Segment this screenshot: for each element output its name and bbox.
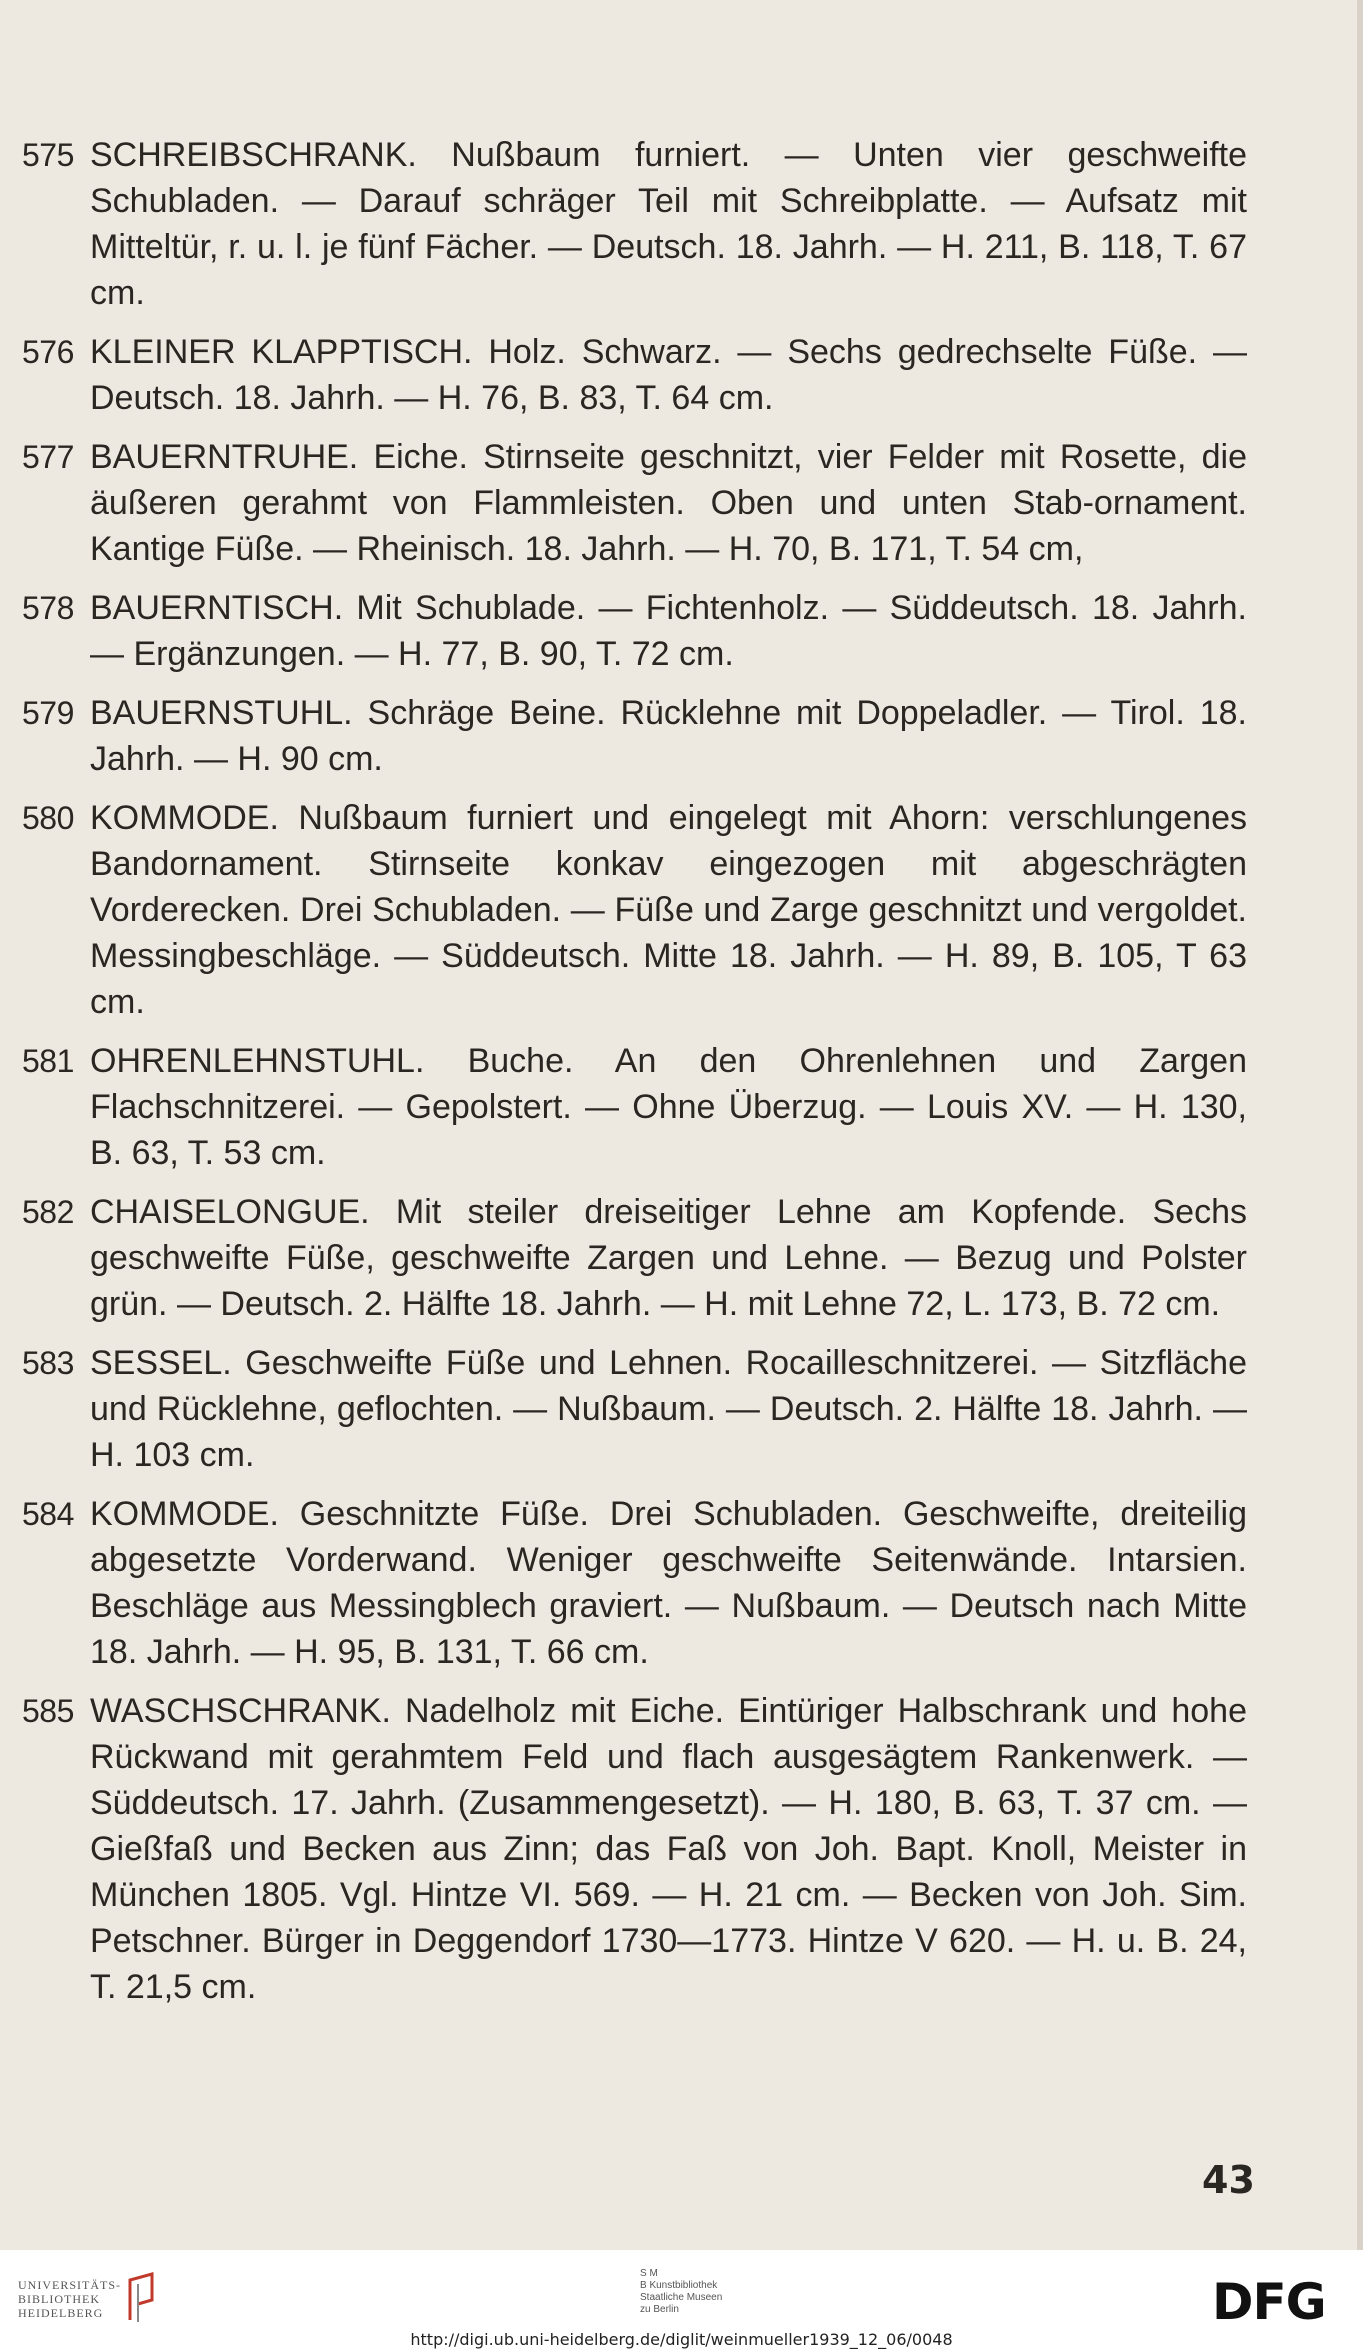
entry-text: BAUERNTRUHE. Eiche. Stirnseite geschnitzt, vier Felder mit Rosette, die äußeren gerahmt von Flammleisten. Oben und unten Stab-ornament. Kantige Füße. — Rheinisch. 18. Jahrh. — H. 70, B. 171, T. 54 cm,	[90, 438, 1247, 568]
catalog-entries	[22, 132, 1247, 2023]
catalog-entry	[22, 585, 1247, 677]
university-line: UNIVERSITÄTS-	[18, 2278, 121, 2292]
dfg-logo: DFG	[1212, 2273, 1326, 2331]
entry-text: KLEINER KLAPPTISCH. Holz. Schwarz. — Sechs gedrechselte Füße. — Deutsch. 18. Jahrh. — H. 76, B. 83, T. 64 cm.	[90, 333, 1247, 417]
entry-text: BAUERNTISCH. Mit Schublade. — Fichtenholz. — Süddeutsch. 18. Jahrh. — Ergänzungen. — H. 77, B. 90, T. 72 cm.	[90, 589, 1247, 673]
smb-line: zu Berlin	[640, 2304, 679, 2315]
university-logo-icon	[124, 2270, 164, 2326]
smb-line: B Kunstbibliothek	[640, 2280, 718, 2291]
page-number: 43	[1202, 2158, 1255, 2202]
entry-number: 577	[22, 439, 74, 475]
catalog-entry	[22, 1189, 1247, 1327]
entry-text: SESSEL. Geschweifte Füße und Lehnen. Rocailleschnitzerei. — Sitzfläche und Rücklehne, geflochten. — Nußbaum. — Deutsch. 2. Hälfte 18. Jahrh. — H. 103 cm.	[90, 1344, 1247, 1474]
entry-number: 576	[22, 334, 74, 370]
entry-number: 581	[22, 1043, 74, 1079]
catalog-entry	[22, 132, 1247, 316]
entry-number: 575	[22, 137, 74, 173]
entry-number: 582	[22, 1194, 74, 1230]
entry-text: OHRENLEHNSTUHL. Buche. An den Ohrenlehnen und Zargen Flachschnitzerei. — Gepolstert. — Ohne Überzug. — Louis XV. — H. 130, B. 63, T. 53 cm.	[90, 1042, 1247, 1172]
university-line: HEIDELBERG	[18, 2306, 104, 2320]
entry-text: KOMMODE. Geschnitzte Füße. Drei Schubladen. Geschweifte, dreiteilig abgesetzte Vorderwand. Weniger geschweifte Seitenwände. Intarsien. Beschläge aus Messingblech graviert. — Nußbaum. — Deutsch nach Mitte 18. Jahrh. — H. 95, B. 131, T. 66 cm.	[90, 1495, 1247, 1671]
catalog-entry	[22, 1038, 1247, 1176]
catalog-entry	[22, 329, 1247, 421]
entry-number: 580	[22, 800, 74, 836]
smb-line: Staatliche Museen	[640, 2292, 723, 2303]
entry-text: CHAISELONGUE. Mit steiler dreiseitiger Lehne am Kopfende. Sechs geschweifte Füße, geschweifte Zargen und Lehne. — Bezug und Polster grün. — Deutsch. 2. Hälfte 18. Jahrh. — H. mit Lehne 72, L. 173, B. 72 cm.	[90, 1193, 1247, 1323]
catalog-entry	[22, 690, 1247, 782]
smb-line: S M	[640, 2268, 658, 2279]
entry-number: 584	[22, 1496, 74, 1532]
smb-logo-text	[640, 2268, 722, 2316]
entry-number: 579	[22, 695, 74, 731]
footer-bar	[0, 2250, 1363, 2350]
catalog-entry	[22, 1491, 1247, 1675]
catalog-entry	[22, 795, 1247, 1025]
catalog-entry	[22, 434, 1247, 572]
entry-number: 578	[22, 590, 74, 626]
university-library-label	[18, 2278, 121, 2320]
source-url-link[interactable]: http://digi.ub.uni-heidelberg.de/diglit/weinmueller1939_12_06/0048	[410, 2330, 953, 2349]
entry-text: WASCHSCHRANK. Nadelholz mit Eiche. Eintüriger Halbschrank und hohe Rückwand mit gerahmtem Feld und flach ausgesägtem Rankenwerk. — Süddeutsch. 17. Jahrh. (Zusammengesetzt). — H. 180, B. 63, T. 37 cm. — Gießfaß und Becken aus Zinn; das Faß von Joh. Bapt. Knoll, Meister in München 1805. Vgl. Hintze VI. 569. — H. 21 cm. — Becken von Joh. Sim. Petschner. Bürger in Deggendorf 1730—1773. Hintze V 620. — H. u. B. 24, T. 21,5 cm.	[90, 1692, 1247, 2006]
catalog-entry	[22, 1340, 1247, 1478]
entry-text: KOMMODE. Nußbaum furniert und eingelegt mit Ahorn: verschlungenes Bandornament. Stirnseite konkav eingezogen mit abgeschrägten Vorderecken. Drei Schubladen. — Füße und Zarge geschnitzt und vergoldet. Messingbeschläge. — Süddeutsch. Mitte 18. Jahrh. — H. 89, B. 105, T 63 cm.	[90, 799, 1247, 1021]
page-spine-edge	[1357, 0, 1363, 2250]
entry-number: 583	[22, 1345, 74, 1381]
catalog-entry	[22, 1688, 1247, 2010]
entry-text: SCHREIBSCHRANK. Nußbaum furniert. — Unten vier geschweifte Schubladen. — Darauf schräger Teil mit Schreibplatte. — Aufsatz mit Mitteltür, r. u. l. je fünf Fächer. — Deutsch. 18. Jahrh. — H. 211, B. 118, T. 67 cm.	[90, 136, 1247, 312]
university-line: BIBLIOTHEK	[18, 2292, 100, 2306]
entry-number: 585	[22, 1693, 74, 1729]
entry-text: BAUERNSTUHL. Schräge Beine. Rücklehne mit Doppeladler. — Tirol. 18. Jahrh. — H. 90 cm.	[90, 694, 1247, 778]
